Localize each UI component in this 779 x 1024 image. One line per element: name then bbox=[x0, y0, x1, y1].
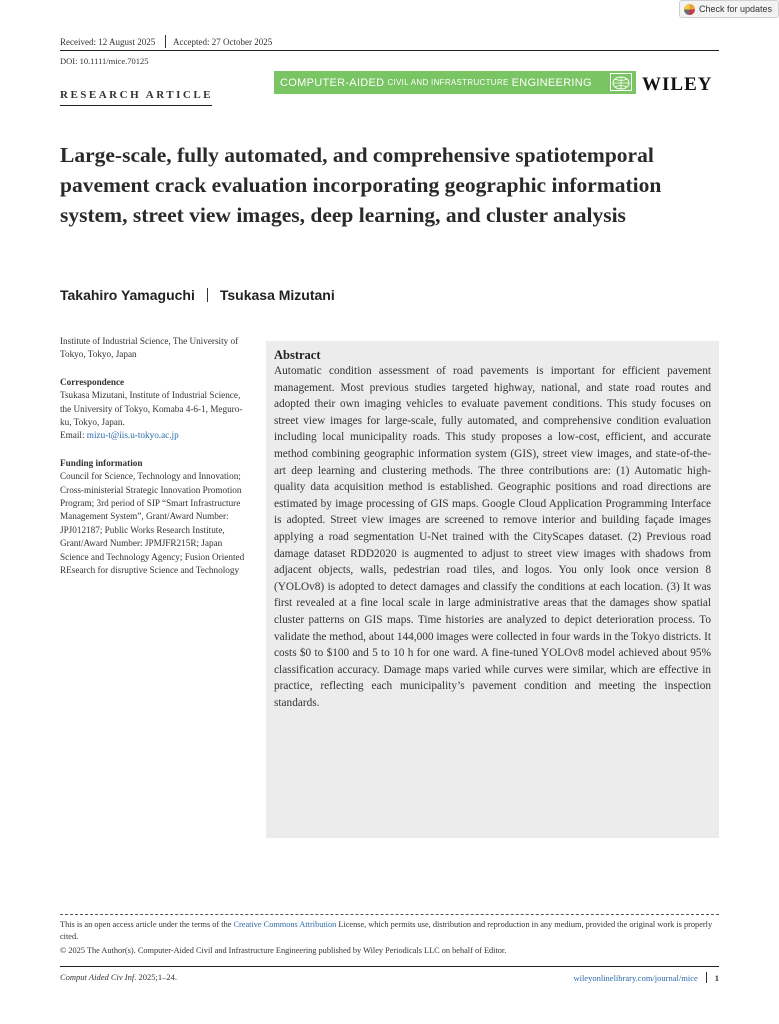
article-type-rule bbox=[60, 105, 212, 106]
license-link[interactable]: Creative Commons Attribution bbox=[233, 920, 337, 929]
author-name[interactable]: Takahiro Yamaguchi bbox=[60, 287, 195, 303]
crossmark-icon bbox=[684, 4, 695, 15]
author-list bbox=[60, 287, 335, 303]
page-footer-rule bbox=[60, 966, 719, 967]
email-label: Email: bbox=[60, 430, 87, 441]
license-text-start: This is an open access article under the terms of the bbox=[60, 920, 234, 929]
correspondence-heading: Correspondence bbox=[60, 376, 125, 387]
check-for-updates-button[interactable] bbox=[679, 0, 779, 18]
correspondence-text: Tsukasa Mizutani, Institute of Industrial Science, the University of Tokyo, Komaba 4-6-1, Meguro-ku, Tokyo, Japan. bbox=[60, 390, 243, 428]
email-link[interactable]: mizu-t@iis.u-tokyo.ac.jp bbox=[86, 430, 179, 441]
author-info-column bbox=[60, 335, 252, 578]
funding-heading: Funding information bbox=[60, 457, 143, 468]
journal-url-link[interactable]: wileyonlinelibrary.com/journal/mice bbox=[573, 972, 698, 983]
citation-journal: Comput Aided Civ Inf. bbox=[60, 972, 137, 982]
license-text-end: License, which permits use, distribution and reproduction in any medium, provided the original work is properly cited. bbox=[60, 920, 713, 941]
footer-right bbox=[573, 972, 719, 983]
page-footer bbox=[60, 972, 719, 982]
journal-banner bbox=[274, 71, 636, 94]
author-separator bbox=[207, 288, 208, 302]
article-type: RESEARCH ARTICLE bbox=[60, 89, 214, 101]
check-for-updates-label: Check for updates bbox=[699, 4, 773, 14]
doi: DOI: 10.1111/mice.70125 bbox=[60, 56, 149, 66]
funding-text: Council for Science, Technology and Innovation; Cross-ministerial Strategic Innovation Promotion Program; 3rd period of SIP “Smart Infrastructure Management System”, Grant/Award Number: JPJ012187; Public Works Research Institute, Grant/Award Number: JPMJFR215R; Japan Science and Technology Agency; Fusion Oriented REsearch for disruptive Science and Technology bbox=[60, 471, 245, 576]
citation bbox=[60, 972, 177, 982]
publisher-logo: WILEY bbox=[642, 74, 713, 95]
footer-divider bbox=[60, 914, 719, 915]
abstract-box bbox=[266, 341, 719, 838]
author-name[interactable]: Tsukasa Mizutani bbox=[219, 287, 335, 303]
received-date: Received: 12 August 2025 bbox=[60, 37, 156, 47]
journal-name-part-2: CIVIL AND INFRASTRUCTURE bbox=[387, 78, 509, 87]
journal-globe-icon bbox=[610, 73, 632, 91]
meta-divider bbox=[165, 35, 166, 48]
affiliation: Institute of Industrial Science, The University of Tokyo, Tokyo, Japan bbox=[60, 336, 239, 360]
license-note bbox=[60, 919, 719, 943]
footer-notes bbox=[60, 919, 719, 957]
page-number: 1 bbox=[714, 972, 719, 983]
page-number-divider bbox=[706, 972, 707, 983]
citation-details: 2025;1–24. bbox=[136, 972, 177, 982]
correspondence-email bbox=[60, 429, 252, 442]
journal-name-part-1: COMPUTER-AIDED bbox=[280, 76, 385, 89]
accepted-date: Accepted: 27 October 2025 bbox=[173, 37, 273, 47]
journal-name-part-3: ENGINEERING bbox=[511, 76, 592, 89]
abstract-heading: Abstract bbox=[274, 348, 321, 362]
abstract-text: Automatic condition assessment of road pavements is important for efficient pavement management. Most previous studies targeted highway, national, and state road routes and adopted their own imaging vehicles to evaluate pavement conditions. This study focuses on street view images for large-scale, fully automated, and comprehensive condition evaluation including local municipality roads. This study proposes a low-cost, efficient, and accurate method combining geographic information system (GIS), street view images, and state-of-the-art deep learning and clustering methods. The three contributions are: (1) Automatic high-quality data acquisition method is established. Geographic positions and road directions are estimated by image processing of GIS maps. Google Cloud Application Programming Interface is adopted. Street view images are screened to remove interior and building façade images applying a road segmentation U-Net trained with the CityScapes dataset. (2) Previous road damage dataset RDD2020 is augmented to adjust to street view images with shadows from adjacent objects, walls, pedestrian road tiles, and logos. You only look once version 8 (YOLOv8) is adopted to detect damages and classify the conditions at each location. (3) It was first revealed at a fine local scale in large administrative areas that the damages show spatial cluster patterns on GIS maps. Time histories are analyzed to depict deterioration process. To validate the method, about 144,000 images were collected in four wards in the Tokyo districts. It costs $0 to $100 and 5 to 10 h for one ward. A fine-tuned YOLOv8 model achieved about 95% classification accuracy. Damage maps varied while curves were similar, which are effective in practice, reflecting each municipality’s pavement condition and meeting the inspection standards. bbox=[274, 365, 711, 709]
header-rule bbox=[60, 50, 719, 51]
paper-title: Large-scale, fully automated, and comprehensive spatiotemporal pavement crack evaluation incorporating geographic information system, street view images, deep learning, and cluster analysis bbox=[60, 143, 662, 227]
copyright-note: © 2025 The Author(s). Computer-Aided Civil and Infrastructure Engineering published by Wiley Periodicals LLC on behalf of Editor. bbox=[60, 946, 507, 955]
